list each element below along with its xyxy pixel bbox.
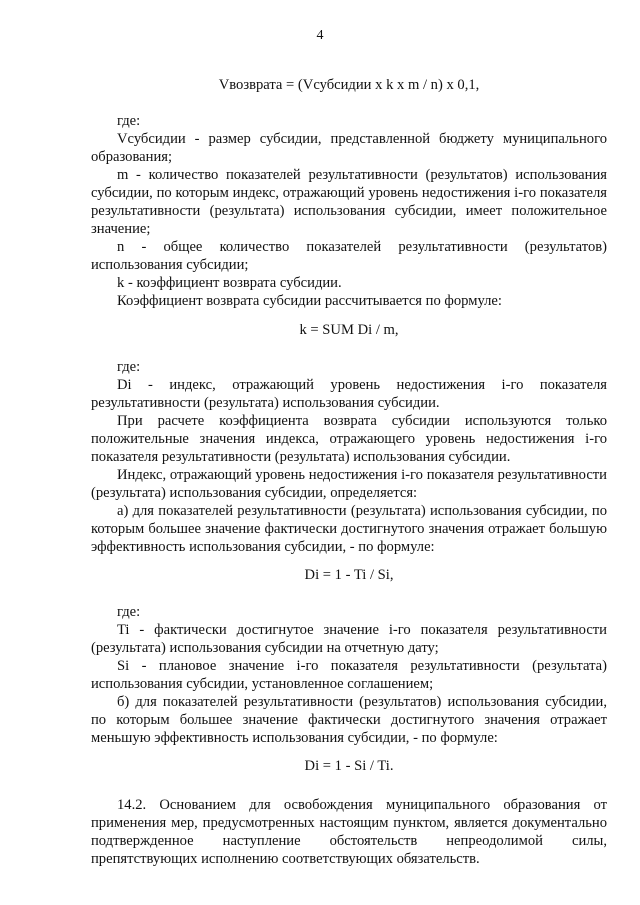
case-b: б) для показателей результативности (результатов) использования субсидии, по которым большее значение фактически достигнутого значения отражает меньшую эффективность использования субсидии, - по формуле: <box>91 694 607 746</box>
clause-14-2: 14.2. Основанием для освобождения муниципального образования от применения мер, предусмотренных настоящим пунктом, является документально подтвержденное наступление обстоятельств непреодолимой силы, препятствующих исполнению соответствующих обязательств. <box>91 797 607 867</box>
definition-vsubsidy: Vсубсидии - размер субсидии, представленной бюджету муниципального образования; <box>91 131 607 165</box>
definitions-block-2 <box>91 358 607 556</box>
definition-ti: Ti - фактически достигнутое значение i-го показателя результативности (результата) использования субсидии на отчетную дату; <box>91 622 607 656</box>
case-a: а) для показателей результативности (результата) использования субсидии, по которым большее значение фактически достигнутого значения отражает большую эффективность использования субсидии, - по формуле: <box>91 503 607 555</box>
definition-m: m - количество показателей результативности (результатов) использования субсидии, по которым индекс, отражающий уровень недостижения i-го показателя результативности (результата) использования субсидии, имеет положительное значение; <box>91 167 607 237</box>
index-definition: Индекс, отражающий уровень недостижения i-го показателя результативности (результата) использования субсидии, определяется: <box>91 467 607 501</box>
where-label-1: где: <box>117 113 141 129</box>
where-label-2: где: <box>117 359 141 375</box>
positive-values-note: При расчете коэффициента возврата субсидии используются только положительные значения индекса, отражающего уровень недостижения i-го показателя результативности (результата) использования субсидии. <box>91 413 607 465</box>
page-number: 4 <box>316 28 324 43</box>
formula-k-block <box>91 321 607 339</box>
definition-n: n - общее количество показателей результативности (результатов) использования субсидии; <box>91 239 607 273</box>
clause-block <box>91 796 607 868</box>
k-formula-intro: Коэффициент возврата субсидии рассчитывается по формуле: <box>117 293 502 309</box>
definition-k: k - коэффициент возврата субсидии. <box>117 275 342 291</box>
formula-vreturn-block <box>91 76 607 94</box>
formula-di-b: Di = 1 - Si / Ti. <box>304 758 394 774</box>
definitions-block-3 <box>91 603 607 747</box>
where-label-3: где: <box>117 604 141 620</box>
definitions-block-1 <box>91 112 607 310</box>
formula-vreturn: Vвозврата = (Vсубсидии x k x m / n) x 0,1, <box>218 77 480 93</box>
formula-b-block <box>91 757 607 775</box>
definition-di: Di - индекс, отражающий уровень недостижения i-го показателя результативности (результата) использования субсидии. <box>91 377 607 411</box>
formula-di-a: Di = 1 - Ti / Si, <box>304 567 394 583</box>
formula-a-block <box>91 566 607 584</box>
definition-si: Si - плановое значение i-го показателя результативности (результата) использования субсидии, установленное соглашением; <box>91 658 607 692</box>
formula-k: k = SUM Di / m, <box>299 322 399 338</box>
